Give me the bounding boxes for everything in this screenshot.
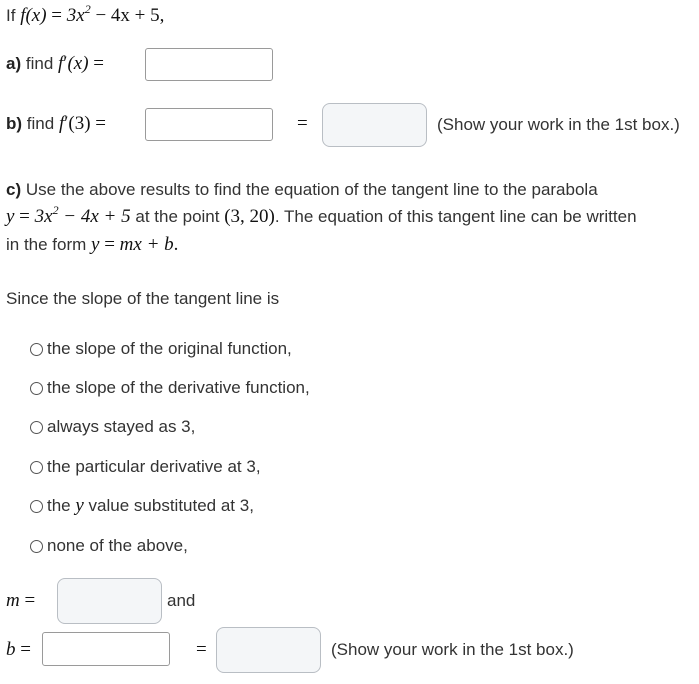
part-c-line3: in the form y = mx + b.	[6, 234, 179, 255]
part-a-answer-input[interactable]	[145, 48, 273, 81]
choice-label: the particular derivative at 3,	[47, 457, 261, 476]
part-a-input-field[interactable]	[146, 49, 272, 80]
choice-label: the y value substituted at 3,	[47, 495, 254, 516]
part-c-line1: c) Use the above results to find the equation of the tangent line to the parabola	[6, 180, 598, 199]
function-name: f(x)	[20, 5, 47, 26]
part-a-label: a) find f′(x) =	[6, 53, 104, 74]
choice-y-value[interactable]	[30, 495, 254, 517]
b-result-box[interactable]	[216, 627, 321, 673]
function-expression: $3x^2 - 4x + 5$,	[66, 2, 165, 26]
radio-circle-icon[interactable]	[30, 382, 43, 395]
and-text: and	[167, 591, 196, 610]
radio-circle-icon[interactable]	[30, 540, 43, 553]
choice-label: always stayed as 3,	[47, 417, 196, 436]
choice-always-three[interactable]	[30, 416, 195, 438]
choice-label: the slope of the derivative function,	[47, 378, 310, 397]
intro-line	[6, 2, 165, 27]
part-b-label: b) find f′(3) =	[6, 113, 106, 134]
choice-label: none of the above,	[47, 536, 188, 555]
part-b-result-box[interactable]	[322, 103, 427, 147]
b-show-work-note: (Show your work in the 1st box.)	[331, 640, 574, 659]
part-b-input-field[interactable]	[146, 109, 272, 140]
choice-particular-derivative[interactable]	[30, 456, 261, 478]
part-b-show-work-note: (Show your work in the 1st box.)	[437, 115, 680, 134]
b-label: b =	[6, 639, 31, 660]
radio-circle-icon[interactable]	[30, 461, 43, 474]
slope-prompt: Since the slope of the tangent line is	[6, 289, 280, 308]
m-answer-box[interactable]	[57, 578, 162, 624]
part-c-line2: $y = 3x^2 - 4x + 5$ at the point (3, 20). The equation of this tangent line can be written	[6, 203, 637, 227]
radio-circle-icon[interactable]	[30, 421, 43, 434]
part-b-work-input[interactable]	[145, 108, 273, 141]
choice-none[interactable]	[30, 535, 188, 557]
choice-original-function-slope[interactable]	[30, 338, 292, 360]
equals-sign: =	[51, 5, 63, 26]
choice-label: the slope of the original function,	[47, 339, 292, 358]
radio-circle-icon[interactable]	[30, 343, 43, 356]
radio-circle-icon[interactable]	[30, 500, 43, 513]
intro-if: If	[6, 6, 16, 25]
b-input-field[interactable]	[43, 633, 169, 665]
choice-derivative-function-slope[interactable]	[30, 377, 310, 399]
b-work-input[interactable]	[42, 632, 170, 666]
m-label: m =	[6, 590, 36, 611]
b-equals: =	[196, 639, 207, 660]
part-b-equals: =	[297, 113, 308, 134]
